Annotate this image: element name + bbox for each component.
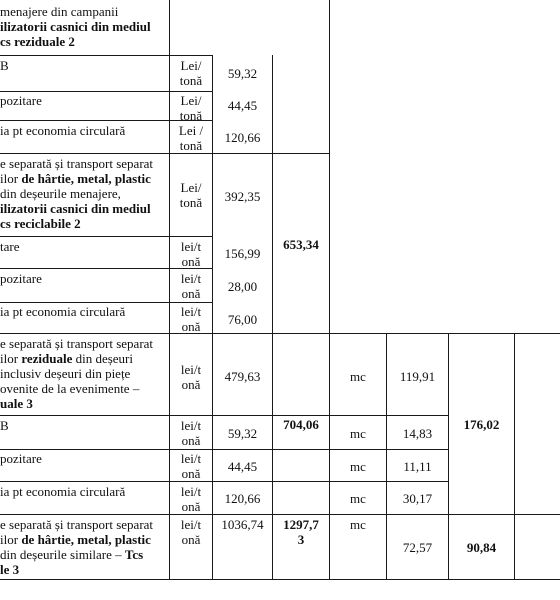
unit-line: Lei/ bbox=[180, 58, 202, 73]
unit-line: lei/t bbox=[180, 484, 202, 499]
value-cell: 1036,74 bbox=[221, 517, 264, 532]
desc-text: B bbox=[0, 418, 9, 433]
table-row-desc bbox=[0, 336, 168, 411]
desc-line bbox=[0, 201, 168, 216]
desc-text: ia pt economia circulară bbox=[0, 123, 126, 138]
desc-text: tare bbox=[0, 239, 20, 254]
desc-text-bold: reziduale bbox=[21, 351, 73, 366]
unit-line: lei/t bbox=[180, 304, 202, 319]
unit-line: lei/t bbox=[180, 517, 202, 532]
table-row-desc bbox=[0, 418, 168, 433]
desc-text: B bbox=[0, 58, 9, 73]
rule bbox=[0, 302, 212, 303]
desc-line bbox=[0, 366, 168, 381]
desc-text: ilor bbox=[0, 532, 22, 547]
unit-line: onă bbox=[181, 286, 201, 301]
value-cell: 44,45 bbox=[227, 98, 258, 113]
unit-cell bbox=[170, 58, 212, 88]
desc-text: din deșeuri bbox=[72, 351, 133, 366]
value-cell: 44,45 bbox=[227, 459, 258, 474]
unit-cell bbox=[170, 180, 212, 210]
desc-text: menajere din campanii bbox=[0, 4, 119, 19]
desc-text: uale 3 bbox=[0, 396, 33, 411]
table-row-desc bbox=[0, 451, 168, 466]
table-row-desc bbox=[0, 304, 168, 319]
rule bbox=[0, 91, 212, 92]
value-cell: 76,00 bbox=[227, 312, 258, 327]
unit-cell bbox=[170, 123, 212, 153]
unit-line: onă bbox=[181, 532, 201, 547]
desc-text: ia pt economia circulară bbox=[0, 484, 126, 499]
unit-cell bbox=[170, 271, 212, 301]
table-row-desc bbox=[0, 156, 168, 231]
total-line: 1297,7 bbox=[283, 517, 319, 532]
unit-line: tonă bbox=[179, 138, 203, 153]
rule bbox=[0, 236, 212, 237]
unit-cell bbox=[170, 451, 212, 481]
unit-cell bbox=[170, 304, 212, 334]
unit-line: onă bbox=[181, 433, 201, 448]
unit-line: Lei / bbox=[178, 123, 204, 138]
table-row-desc bbox=[0, 4, 168, 49]
desc-text: cs reziduale 2 bbox=[0, 34, 75, 49]
desc-line bbox=[0, 156, 168, 171]
rule bbox=[0, 481, 448, 482]
rule bbox=[272, 55, 273, 580]
value-cell: 59,32 bbox=[227, 66, 258, 81]
desc-text: ilor bbox=[0, 351, 22, 366]
unit-cell bbox=[170, 93, 212, 123]
rule bbox=[0, 514, 560, 515]
desc-text: ilizatorii casnici din mediul bbox=[0, 19, 151, 34]
desc-text: inclusiv deșeuri din piețe bbox=[0, 366, 131, 381]
desc-line bbox=[0, 216, 168, 231]
unit-cell bbox=[170, 517, 212, 547]
merged-total bbox=[273, 517, 329, 547]
unit-line: onă bbox=[181, 499, 201, 514]
unit-line: onă bbox=[181, 377, 201, 392]
desc-text: ovenite de la evenimente – bbox=[0, 381, 140, 396]
table-row-desc bbox=[0, 123, 168, 138]
value-cell: 479,63 bbox=[224, 369, 261, 384]
unit-line: onă bbox=[181, 466, 201, 481]
unit-line: onă bbox=[181, 254, 201, 269]
mc-unit-cell: mc bbox=[350, 491, 366, 506]
rule bbox=[0, 55, 212, 56]
table-row-desc bbox=[0, 484, 168, 499]
rule bbox=[0, 153, 330, 154]
desc-text: le 3 bbox=[0, 562, 20, 577]
desc-text: din deșeurile similare – bbox=[0, 547, 125, 562]
merged-total: 704,06 bbox=[283, 417, 319, 432]
mc-unit-cell: mc bbox=[350, 517, 366, 532]
value-cell: 156,99 bbox=[224, 246, 261, 261]
unit-line: lei/t bbox=[180, 418, 202, 433]
desc-text: ia pt economia circulară bbox=[0, 304, 126, 319]
unit-cell bbox=[170, 484, 212, 514]
desc-line bbox=[0, 186, 168, 201]
value-cell: 28,00 bbox=[227, 279, 258, 294]
unit-line: tonă bbox=[179, 73, 203, 88]
mc-merged-total: 176,02 bbox=[463, 417, 500, 432]
mc-value-cell: 14,83 bbox=[402, 426, 433, 441]
table-row-desc bbox=[0, 517, 168, 577]
desc-line bbox=[0, 19, 168, 34]
desc-line bbox=[0, 517, 168, 532]
desc-text: e separată și transport separat bbox=[0, 156, 154, 171]
unit-cell bbox=[170, 239, 212, 269]
value-cell: 120,66 bbox=[224, 130, 261, 145]
table-row-desc bbox=[0, 271, 168, 286]
value-cell: 392,35 bbox=[224, 189, 261, 204]
mc-value-cell: 119,91 bbox=[399, 369, 436, 384]
desc-text-bold: de hârtie, metal, plastic bbox=[21, 532, 151, 547]
mc-value-cell: 72,57 bbox=[402, 540, 433, 555]
mc-merged-total: 90,84 bbox=[466, 540, 497, 555]
rule bbox=[0, 579, 560, 580]
value-cell: 59,32 bbox=[227, 426, 258, 441]
desc-line bbox=[0, 381, 168, 396]
rule bbox=[0, 415, 448, 416]
desc-line bbox=[0, 562, 168, 577]
unit-line: lei/t bbox=[180, 239, 202, 254]
unit-line: lei/t bbox=[180, 271, 202, 286]
desc-text: cs reciclabile 2 bbox=[0, 216, 81, 231]
desc-line bbox=[0, 34, 168, 49]
unit-line: lei/t bbox=[180, 451, 202, 466]
desc-line bbox=[0, 547, 168, 562]
desc-line bbox=[0, 336, 168, 351]
merged-total: 653,34 bbox=[283, 237, 319, 252]
unit-cell bbox=[170, 362, 212, 392]
desc-text: ilor bbox=[0, 171, 22, 186]
rule bbox=[514, 333, 515, 580]
unit-line: tonă bbox=[179, 108, 203, 123]
mc-value-cell: 11,11 bbox=[403, 459, 432, 474]
table-row-desc bbox=[0, 58, 168, 73]
rule bbox=[0, 333, 560, 334]
desc-line bbox=[0, 351, 168, 366]
desc-line bbox=[0, 4, 168, 19]
mc-value-cell: 30,17 bbox=[402, 491, 433, 506]
desc-line bbox=[0, 396, 168, 411]
mc-unit-cell: mc bbox=[350, 369, 366, 384]
unit-line: lei/t bbox=[180, 362, 202, 377]
value-cell: 120,66 bbox=[224, 491, 261, 506]
unit-line: Lei/ bbox=[180, 180, 202, 195]
table-row-desc bbox=[0, 239, 168, 254]
desc-text-bold: de hârtie, metal, plastic bbox=[21, 171, 151, 186]
total-line: 3 bbox=[297, 532, 305, 547]
unit-line: tonă bbox=[179, 195, 203, 210]
desc-text: din deșeurile menajere, bbox=[0, 186, 121, 201]
desc-text: e separată și transport separat bbox=[0, 517, 154, 532]
unit-line: Lei/ bbox=[180, 93, 202, 108]
desc-text: e separată și transport separat bbox=[0, 336, 154, 351]
mc-unit-cell: mc bbox=[350, 426, 366, 441]
desc-text: pozitare bbox=[0, 271, 42, 286]
desc-line bbox=[0, 532, 168, 547]
table-row-desc bbox=[0, 93, 168, 108]
desc-text: ilizatorii casnici din mediul bbox=[0, 201, 151, 216]
desc-text: pozitare bbox=[0, 93, 42, 108]
unit-line: onă bbox=[181, 319, 201, 334]
unit-cell bbox=[170, 418, 212, 448]
rule bbox=[0, 449, 448, 450]
mc-unit-cell: mc bbox=[350, 459, 366, 474]
desc-line bbox=[0, 171, 168, 186]
desc-text-bold: Tcs bbox=[124, 547, 144, 562]
desc-text: pozitare bbox=[0, 451, 42, 466]
